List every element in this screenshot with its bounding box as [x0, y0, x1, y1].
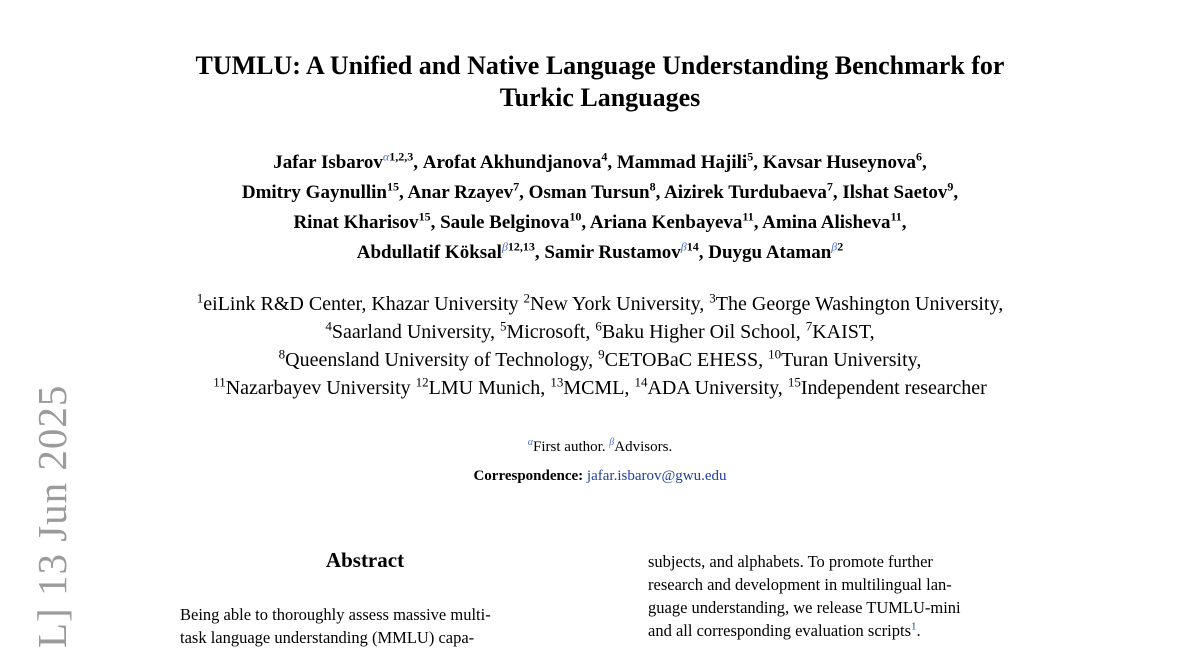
affiliation-line: [0, 318, 1200, 346]
author-symbol: α: [382, 149, 390, 164]
author-affiliation-mark: 2: [837, 239, 844, 254]
author-affiliation-mark: 7: [513, 179, 520, 194]
abstract-heading: Abstract: [325, 548, 405, 572]
affiliation-name: Microsoft,: [506, 321, 596, 343]
title-line-2: Turkic Languages: [499, 83, 701, 112]
author-name: Jafar Isbarov: [273, 152, 383, 173]
advisor-symbol: β: [609, 437, 615, 448]
correspondence-label: Correspondence:: [473, 468, 584, 484]
abstract-line: Being able to thoroughly assess massive multi-: [180, 605, 491, 624]
correspondence-email-link[interactable]: jafar.isbarov@gwu.edu: [586, 468, 727, 484]
author-name: Osman Tursun: [528, 182, 650, 203]
author-name: Ariana Kenbayeva: [589, 212, 743, 233]
affiliation-mark: 2: [523, 290, 531, 306]
affiliation-name: ADA University,: [647, 377, 788, 399]
affiliation-name: New York University,: [530, 293, 710, 315]
affiliation-mark: 5: [499, 318, 507, 334]
affiliation-mark: 13: [550, 374, 564, 390]
author-name: Anar Rzayev: [407, 182, 514, 203]
author-affiliation-mark: 11: [890, 209, 902, 224]
affiliation-mark: 1: [196, 290, 204, 306]
author-name: Amina Alisheva: [762, 212, 891, 233]
affiliation-name: Saarland University,: [331, 321, 500, 343]
affiliation-mark: 3: [709, 290, 716, 306]
affiliation-mark: 14: [634, 374, 648, 390]
affiliation-line: [0, 290, 1200, 318]
affiliation-list: [0, 290, 1200, 402]
author-name: Samir Rustamov: [544, 242, 681, 263]
affiliation-name: Turan University,: [781, 349, 922, 371]
affiliation-mark: 8: [278, 346, 286, 362]
first-author-note: First author.: [533, 439, 610, 455]
author-line: Dmitry Gaynullin$^{15}$, Anar Rzayev$^7$, Osman Tursun$^8$, Aizirek Turdubaeva$^7$, Ilshat Saetov$^9$,: [241, 179, 959, 203]
affiliation-mark: 10: [768, 346, 782, 362]
abstract-text: [180, 603, 560, 649]
author-affiliation-mark: 12,13: [507, 239, 535, 254]
author-affiliation-mark: 6: [915, 149, 922, 164]
author-notes: [0, 437, 1200, 457]
affiliation-name: Queensland University of Technology,: [285, 349, 599, 371]
affiliation-mark: 4: [325, 318, 332, 334]
author-symbol: β: [501, 239, 508, 254]
body-line: [648, 619, 1038, 642]
body-line: research and development in multilingual lan-: [648, 575, 952, 594]
author-affiliation-mark: 9: [947, 179, 954, 194]
author-name: Arofat Akhundjanova: [422, 152, 602, 173]
author-affiliation-mark: 14: [686, 239, 699, 254]
author-name: Saule Belginova: [440, 212, 570, 233]
author-symbol: β: [831, 239, 838, 254]
affiliation-name: eiLink R&D Center, Khazar University: [203, 293, 524, 315]
paper-title: [0, 50, 1200, 114]
affiliation-mark: 9: [598, 346, 605, 362]
affiliation-mark: 11: [213, 374, 226, 390]
author-affiliation-mark: 11: [742, 209, 754, 224]
affiliation-name: Baku Higher Oil School,: [601, 321, 806, 343]
body-line-text: and all corresponding evaluation scripts: [648, 621, 912, 640]
author-name: Mammad Hajili: [616, 152, 748, 173]
author-affiliation-mark: 1,2,3: [389, 149, 414, 164]
author-name: Aizirek Turdubaeva: [664, 182, 827, 203]
author-name: Abdullatif Köksal: [356, 242, 502, 263]
affiliation-mark: 6: [595, 318, 602, 334]
author-list: [0, 148, 1200, 268]
author-name: Rinat Kharisov: [293, 212, 419, 233]
footnote-end: .: [916, 621, 921, 640]
author-affiliation-mark: 4: [601, 149, 608, 164]
affiliation-name: MCML,: [563, 377, 635, 399]
author-name: Ilshat Saetov: [842, 182, 948, 203]
affiliation-name: Nazarbayev University: [225, 377, 416, 399]
author-line: Jafar Isbarov$^{\alpha 1,2,3}$, Arofat Akhundjanova$^4$, Mammad Hajili$^5$, Kavsar Huseynova$^6$,: [273, 149, 927, 173]
advisor-note: Advisors.: [614, 439, 673, 455]
author-affiliation-mark: 8: [649, 179, 656, 194]
author-affiliation-mark: 15: [387, 179, 399, 194]
author-symbol: β: [680, 239, 687, 254]
affiliation-mark: 7: [805, 318, 813, 334]
footnote-link[interactable]: 1: [911, 620, 917, 633]
affiliation-line: [0, 374, 1200, 402]
body-line: subjects, and alphabets. To promote further: [648, 552, 933, 571]
author-name: Kavsar Huseynova: [762, 152, 916, 173]
affiliation-name: CETOBaC EHESS,: [604, 349, 769, 371]
author-affiliation-mark: 5: [747, 149, 754, 164]
right-column-text: [648, 550, 1038, 642]
affiliation-mark: 15: [787, 374, 801, 390]
affiliation-name: LMU Munich,: [428, 377, 551, 399]
author-line: Rinat Kharisov$^{15}$, Saule Belginova$^{10}$, Ariana Kenbayeva$^{11}$, Amina Alisheva$^{11}$,: [293, 209, 907, 233]
affiliation-name: Independent researcher: [800, 377, 987, 399]
affiliation-line: [0, 346, 1200, 374]
author-name: Duygu Ataman: [708, 242, 832, 263]
author-line: Abdullatif Köksal$^{\beta 12,13}$, Samir Rustamov$^{\beta 14}$, Duygu Ataman$^{\beta 2}$: [356, 239, 844, 263]
title-line-1: TUMLU: A Unified and Native Language Understanding Benchmark for: [195, 51, 1005, 80]
author-affiliation-mark: 7: [826, 179, 833, 194]
author-affiliation-mark: 10: [569, 209, 582, 224]
first-author-symbol: α: [527, 437, 534, 448]
affiliation-name: KAIST,: [812, 321, 875, 343]
affiliation-mark: 12: [415, 374, 429, 390]
author-affiliation-mark: 15: [418, 209, 431, 224]
correspondence: [0, 466, 1200, 486]
arxiv-side-stamp: L] 13 Jun 2025: [29, 384, 75, 648]
body-line: guage understanding, we release TUMLU-mini: [648, 598, 961, 617]
author-name: Dmitry Gaynullin: [241, 182, 387, 203]
affiliation-name: The George Washington University,: [715, 293, 1004, 315]
abstract-line: task language understanding (MMLU) capa-: [180, 628, 475, 647]
